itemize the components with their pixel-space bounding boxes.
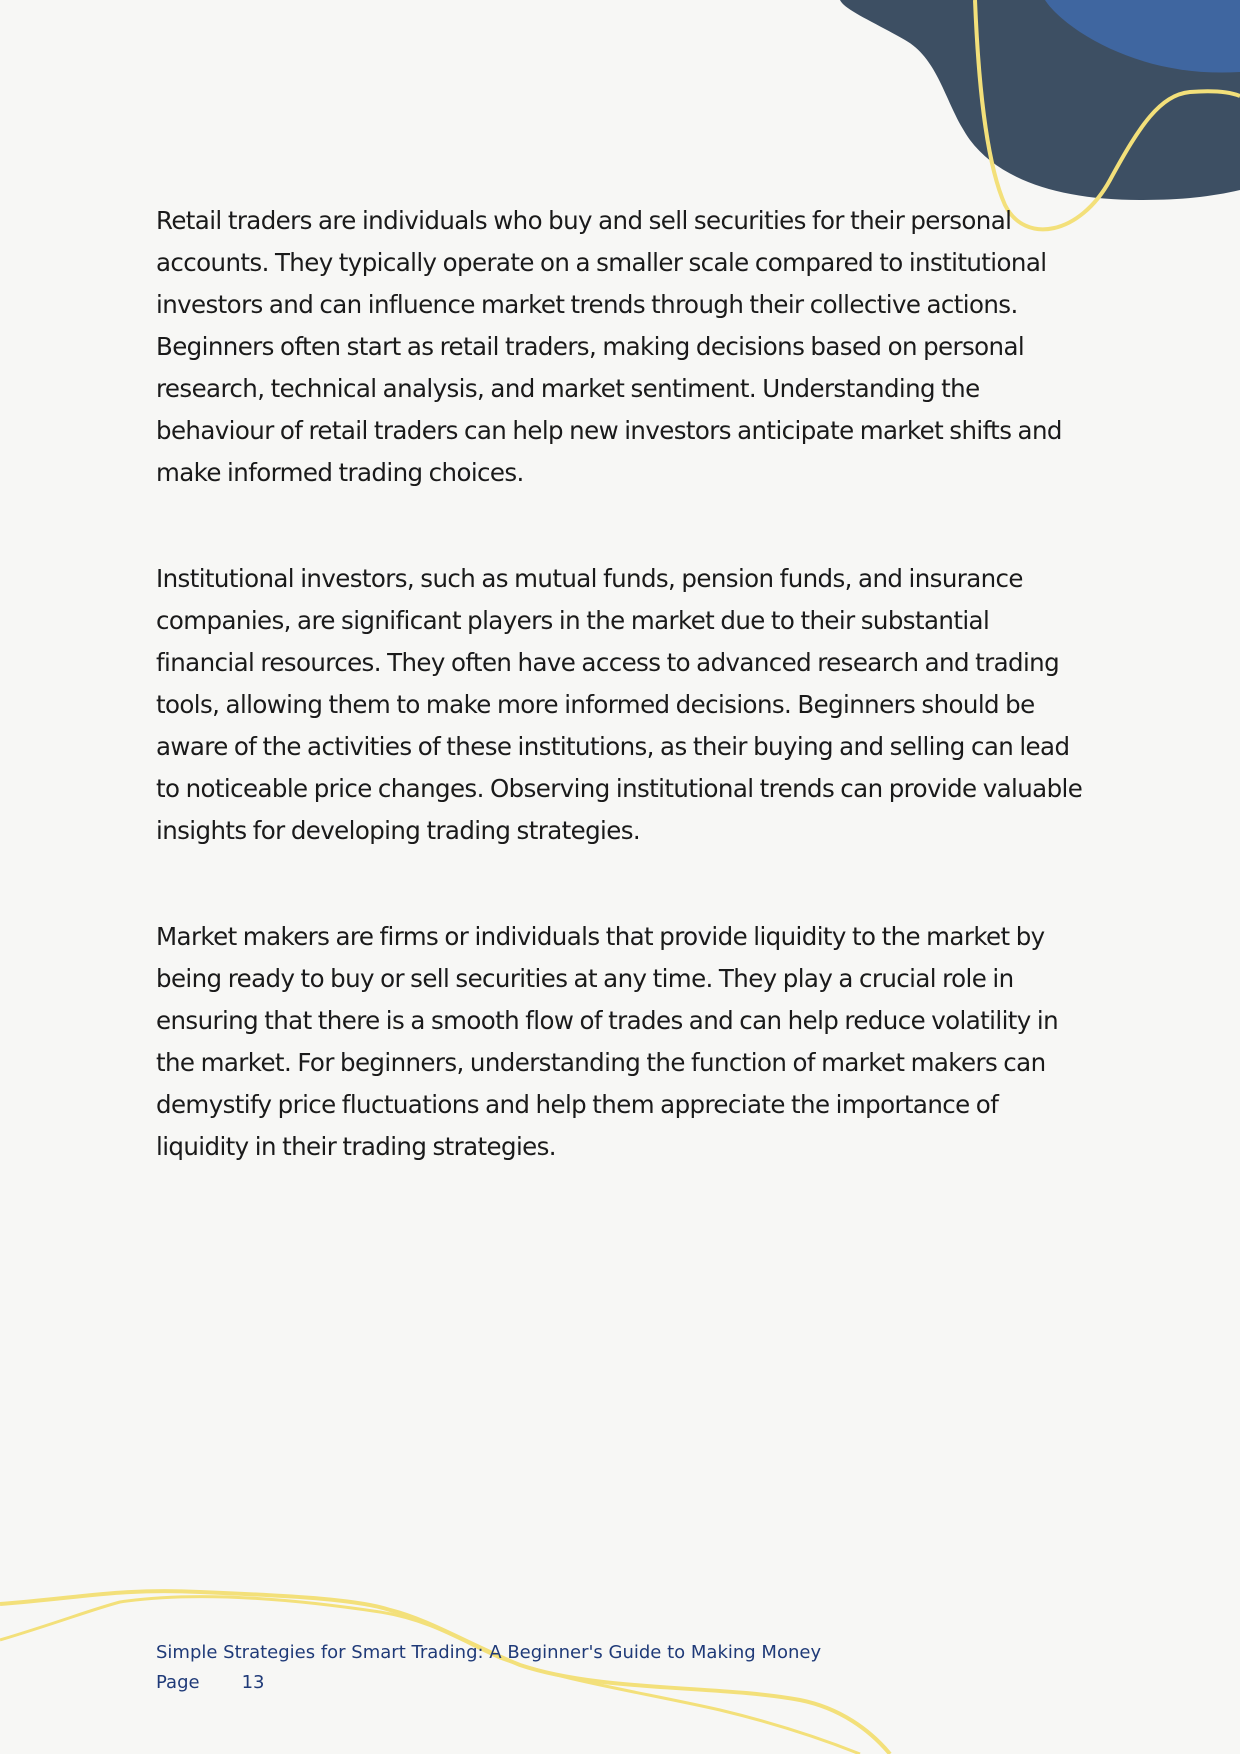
footer-page-line <box>156 1668 821 1698</box>
paragraph-institutional-investors: Institutional investors, such as mutual funds, pension funds, and insurance companies, are significant players in the market due to their substantial financial resources. They often have access to advanced research and trading tools, allowing them to make more informed decisions. Beginners should be aware of the activities of these institutions, as their buying and selling can lead to noticeable price changes. Observing institutional trends can provide valuable insights for developing trading strategies. <box>156 564 1083 845</box>
footer-page-label: Page <box>156 1672 200 1693</box>
main-content <box>156 200 1086 1232</box>
paragraph-retail-traders: Retail traders are individuals who buy and sell securities for their personal accounts. They typically operate on a smaller scale compared to institutional investors and can influence market trends through their collective actions. Beginners often start as retail traders, making decisions based on personal research, technical analysis, and market sentiment. Understanding the behaviour of retail traders can help new investors anticipate market shifts and make informed trading choices. <box>156 206 1062 487</box>
footer-book-title: Simple Strategies for Smart Trading: A Beginner's Guide to Making Money <box>156 1642 822 1663</box>
footer-page-number: 13 <box>241 1672 265 1693</box>
page-footer <box>156 1638 821 1698</box>
paragraph-market-makers: Market makers are firms or individuals that provide liquidity to the market by being ready to buy or sell securities at any time. They play a crucial role in ensuring that there is a smooth flow of trades and can help reduce volatility in the market. For beginners, understanding the function of market makers can demystify price fluctuations and help them appreciate the importance of liquidity in their trading strategies. <box>156 922 1059 1161</box>
